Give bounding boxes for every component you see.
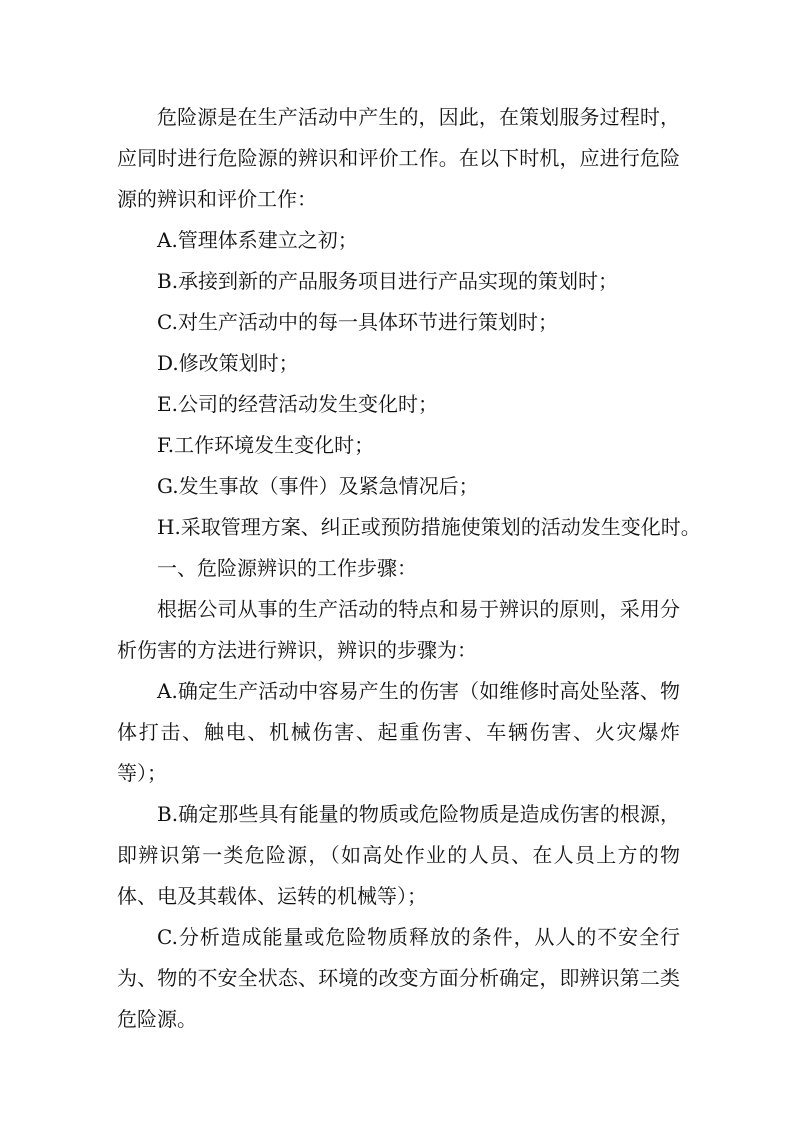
list-item-e: E.公司的经营活动发生变化时； bbox=[157, 392, 438, 416]
step-b: B.确定那些具有能量的物质或危险物质是造成伤害的根源，即辨识第一类危险源，（如高处作业的人员、在人员上方的物体、电及其载体、运转的机械等）； bbox=[117, 802, 680, 908]
step-c: C.分析造成能量或危险物质释放的条件，从人的不安全行为、物的不安全状态、环境的改变方面分析确定，即辨识第二类危险源。 bbox=[117, 925, 680, 1031]
list-item-b: B.承接到新的产品服务项目进行产品实现的策划时； bbox=[157, 269, 619, 293]
section-heading: 一、危险源辨识的工作步骤： bbox=[157, 556, 417, 580]
list-item-g: G.发生事故（事件）及紧急情况后； bbox=[157, 474, 479, 498]
list-item-f: F.工作环境发生变化时； bbox=[157, 433, 375, 457]
list-item-h: H.采取管理方案、纠正或预防措施使策划的活动发生变化时。 bbox=[157, 515, 701, 539]
paragraph-method: 根据公司从事的生产活动的特点和易于辨识的原则，采用分析伤害的方法进行辨识，辨识的步骤为： bbox=[117, 597, 680, 662]
list-item-c: C.对生产活动中的每一具体环节进行策划时； bbox=[157, 310, 558, 334]
document-body bbox=[117, 97, 701, 1040]
list-item-d: D.修改策划时； bbox=[157, 351, 299, 375]
list-item-a: A.管理体系建立之初； bbox=[157, 228, 358, 252]
step-a: A.确定生产活动中容易产生的伤害（如维修时高处坠落、物体打击、触电、机械伤害、起重伤害、车辆伤害、火灾爆炸等）； bbox=[117, 679, 680, 785]
paragraph-intro: 危险源是在生产活动中产生的，因此，在策划服务过程时，应同时进行危险源的辨识和评价工作。在以下时机，应进行危险源的辨识和评价工作： bbox=[117, 105, 680, 211]
